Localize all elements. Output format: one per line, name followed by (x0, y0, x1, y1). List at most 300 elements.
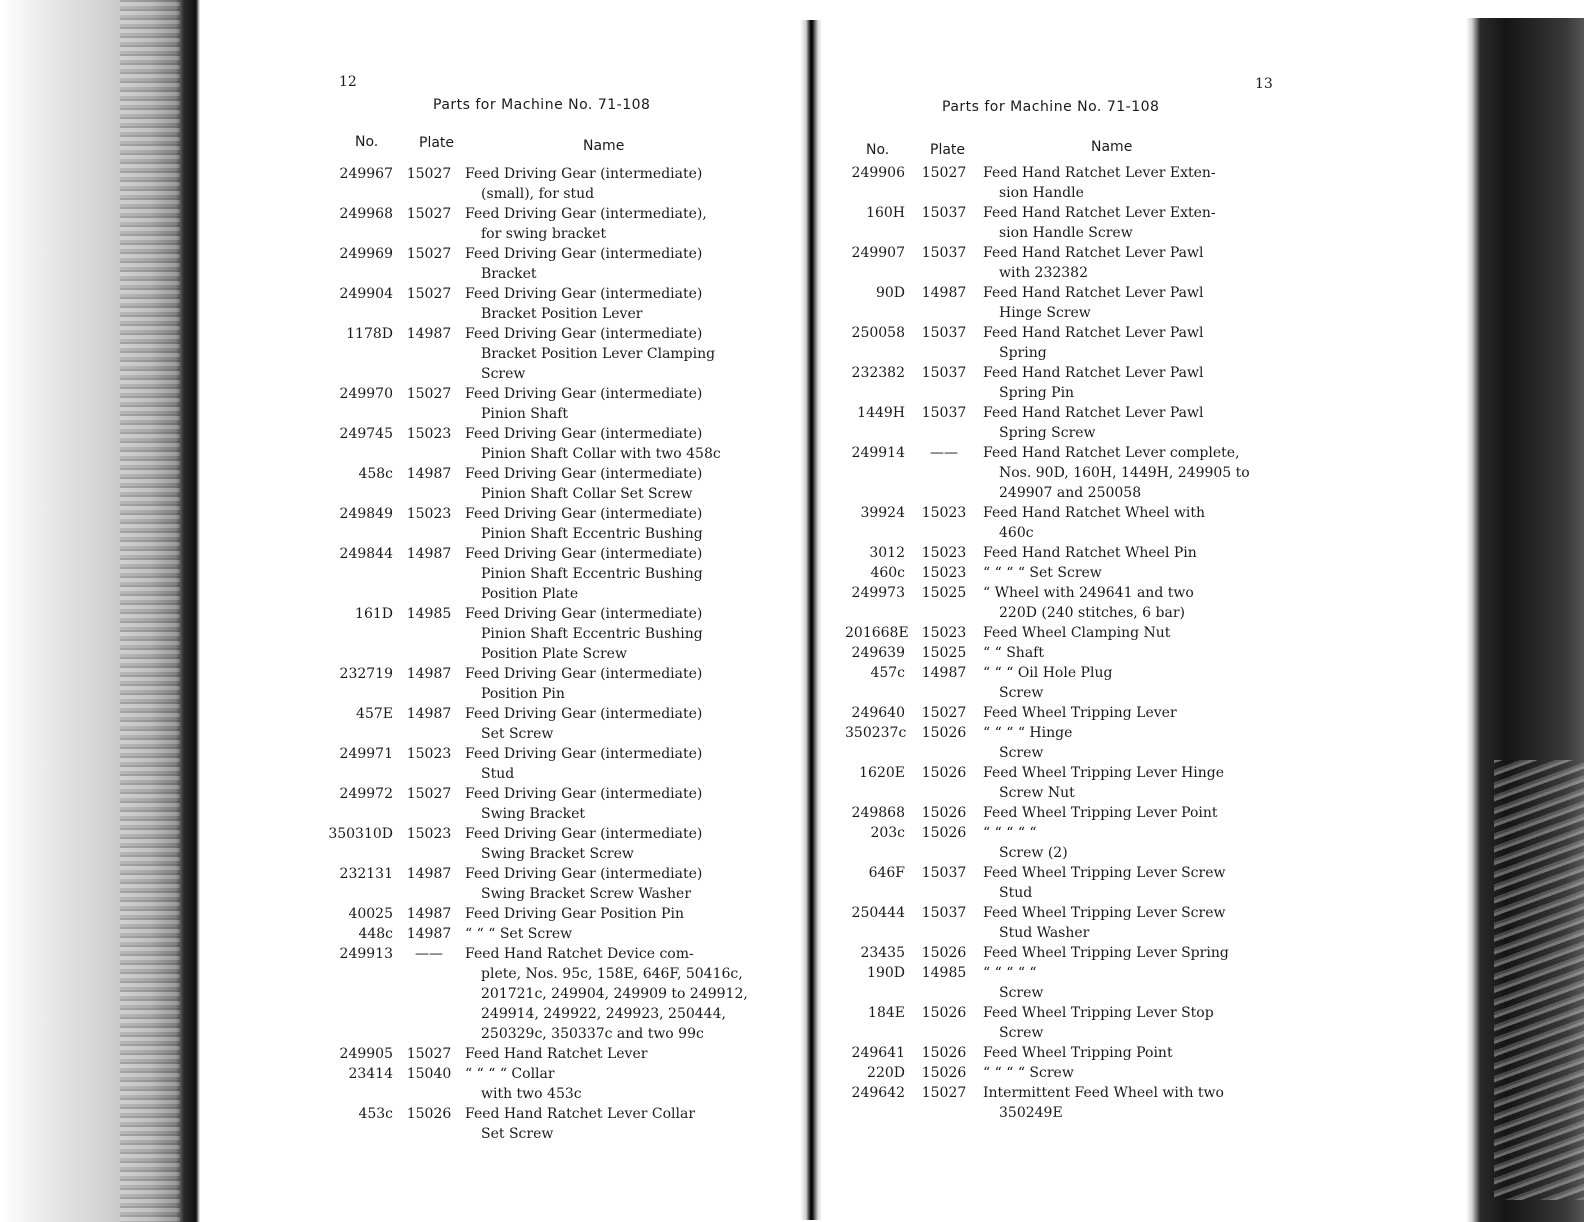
part-name (983, 543, 1285, 563)
table-row (845, 1083, 1285, 1123)
part-name-line: “ Wheel with 249641 and two (983, 585, 1194, 601)
table-row (845, 903, 1285, 943)
table-row (845, 823, 1285, 863)
plate-number: 14987 (921, 665, 967, 681)
part-number: 460c (870, 565, 905, 581)
page-number: 13 (1255, 76, 1273, 92)
part-name (465, 924, 765, 944)
table-row (845, 1063, 1285, 1083)
table-row (845, 583, 1285, 623)
right-page (845, 0, 1285, 1222)
part-name (465, 824, 765, 864)
part-name (465, 784, 765, 824)
part-name (465, 504, 765, 544)
plate-number: 15026 (921, 725, 967, 741)
table-row (325, 864, 765, 904)
part-number: 249973 (851, 585, 905, 601)
plate-number: 14985 (406, 606, 452, 622)
part-name-line: Stud (999, 885, 1033, 901)
part-name-line: Feed Wheel Clamping Nut (983, 625, 1171, 641)
part-name (983, 823, 1285, 863)
table-row (325, 824, 765, 864)
part-name-line: Spring (999, 345, 1047, 361)
part-name-line: Feed Driving Gear (intermediate) (465, 326, 703, 342)
part-name-line: “ “ “ “ Collar (465, 1066, 555, 1082)
part-name-line: Bracket (481, 266, 537, 282)
part-name-line: Feed Driving Gear (intermediate) (465, 506, 703, 522)
plate-number: 15027 (406, 786, 452, 802)
part-name-line: Feed Hand Ratchet Lever Pawl (983, 405, 1204, 421)
table-row (325, 924, 765, 944)
table-row (325, 164, 765, 204)
table-row (845, 863, 1285, 903)
part-name-line: 249914, 249922, 249923, 250444, (481, 1006, 726, 1022)
part-name (983, 703, 1285, 723)
part-name-line: Feed Hand Ratchet Lever Exten- (983, 165, 1216, 181)
page-title: Parts for Machine No. 71-108 (433, 97, 651, 113)
part-name-line: “ “ Shaft (983, 645, 1044, 661)
page-title: Parts for Machine No. 71-108 (942, 99, 1160, 115)
part-name (983, 943, 1285, 963)
plate-number: —— (415, 946, 443, 962)
part-name (983, 563, 1285, 583)
table-row (845, 443, 1285, 503)
part-name-line: Screw (2) (999, 845, 1068, 861)
part-name (983, 363, 1285, 403)
plate-number: 15037 (921, 205, 967, 221)
table-row (325, 664, 765, 704)
part-name (983, 723, 1285, 763)
part-name-line: Pinion Shaft Collar Set Screw (481, 486, 693, 502)
plate-number: 15027 (406, 206, 452, 222)
part-name (465, 384, 765, 424)
part-name-line: Feed Driving Gear (intermediate) (465, 466, 703, 482)
part-number: 457E (356, 706, 393, 722)
table-row (845, 1043, 1285, 1063)
part-name (465, 704, 765, 744)
part-name-line: Feed Hand Ratchet Lever Pawl (983, 245, 1204, 261)
part-name-line: 250329c, 350337c and two 99c (481, 1026, 704, 1042)
part-name-line: Screw (481, 366, 526, 382)
plate-number: —— (930, 445, 958, 461)
table-row (325, 384, 765, 424)
part-name (465, 1104, 765, 1144)
part-name-line: Position Plate Screw (481, 646, 627, 662)
part-name-line: Screw (999, 685, 1044, 701)
part-name-line: Screw (999, 745, 1044, 761)
part-number: 40025 (348, 906, 393, 922)
part-name-line: Hinge Screw (999, 305, 1091, 321)
part-name-line: Feed Driving Gear (intermediate) (465, 166, 703, 182)
part-name-line: sion Handle Screw (999, 225, 1133, 241)
plate-number: 15027 (406, 386, 452, 402)
part-name-line: Feed Driving Gear (intermediate), (465, 206, 707, 222)
part-name-line: Feed Driving Gear (intermediate) (465, 746, 703, 762)
plate-number: 15025 (921, 645, 967, 661)
part-name (983, 1063, 1285, 1083)
right-edge-speckle (1494, 760, 1584, 1200)
part-number: 249844 (339, 546, 393, 562)
table-row (845, 763, 1285, 803)
page-number: 12 (339, 74, 357, 90)
part-name-line: Feed Wheel Tripping Point (983, 1045, 1173, 1061)
table-row (325, 324, 765, 384)
part-name-line: Feed Wheel Tripping Lever Hinge (983, 765, 1225, 781)
part-name-line: Swing Bracket (481, 806, 586, 822)
column-header-plate: Plate (930, 142, 966, 158)
part-number: 249642 (851, 1085, 905, 1101)
part-number: 1178D (346, 326, 393, 342)
part-name-line: Pinion Shaft Eccentric Bushing (481, 526, 703, 542)
table-row (845, 363, 1285, 403)
book-spine (800, 20, 822, 1220)
part-number: 249968 (339, 206, 393, 222)
column-header-no: No. (355, 134, 379, 150)
part-name-line: Feed Wheel Tripping Lever Screw (983, 865, 1226, 881)
part-number: 232382 (851, 365, 905, 381)
left-edge-speckle (120, 0, 180, 1222)
part-name-line: Bracket Position Lever (481, 306, 643, 322)
part-name-line: Feed Wheel Tripping Lever Screw (983, 905, 1226, 921)
part-name (983, 1003, 1285, 1043)
plate-number: 14987 (406, 666, 452, 682)
table-row (325, 1064, 765, 1104)
part-name-line: Pinion Shaft Eccentric Bushing (481, 626, 703, 642)
part-name (465, 1064, 765, 1104)
part-name-line: (small), for stud (481, 186, 595, 202)
plate-number: 15026 (921, 945, 967, 961)
part-name-line: Spring Screw (999, 425, 1096, 441)
table-row (325, 284, 765, 324)
part-number: 249967 (339, 166, 393, 182)
plate-number: 15023 (921, 545, 967, 561)
part-name (983, 243, 1285, 283)
column-header-plate: Plate (419, 135, 455, 151)
part-name-line: “ “ “ “ Screw (983, 1065, 1074, 1081)
plate-number: 15023 (406, 826, 452, 842)
part-number: 203c (870, 825, 905, 841)
table-row (845, 563, 1285, 583)
part-name-line: “ “ “ “ Hinge (983, 725, 1073, 741)
plate-number: 14987 (406, 706, 452, 722)
part-name (465, 284, 765, 324)
part-name (465, 544, 765, 604)
part-name-line: Stud Washer (999, 925, 1090, 941)
plate-number: 14987 (406, 906, 452, 922)
part-name (983, 663, 1285, 703)
part-name-line: “ “ “ “ “ (983, 825, 1037, 841)
table-row (845, 963, 1285, 1003)
part-number: 160H (866, 205, 905, 221)
part-name-line: Position Plate (481, 586, 579, 602)
part-name-line: Feed Driving Gear (intermediate) (465, 706, 703, 722)
table-row (845, 543, 1285, 563)
plate-number: 15027 (921, 1085, 967, 1101)
part-name-line: 201721c, 249904, 249909 to 249912, (481, 986, 748, 1002)
part-name-line: Feed Wheel Tripping Lever (983, 705, 1177, 721)
part-number: 1620E (859, 765, 905, 781)
table-row (845, 283, 1285, 323)
part-name-line: Screw (999, 1025, 1044, 1041)
table-row (325, 544, 765, 604)
part-number: 250444 (851, 905, 905, 921)
part-name (983, 763, 1285, 803)
part-name-line: with two 453c (481, 1086, 582, 1102)
plate-number: 15027 (406, 286, 452, 302)
part-name (983, 443, 1285, 503)
part-name-line: Stud (481, 766, 515, 782)
part-name (465, 164, 765, 204)
part-number: 249972 (339, 786, 393, 802)
part-name (983, 803, 1285, 823)
part-name-line: Pinion Shaft Collar with two 458c (481, 446, 721, 462)
part-number: 457c (870, 665, 905, 681)
part-name-line: Screw (999, 985, 1044, 1001)
table-row (325, 944, 765, 1044)
table-row (325, 784, 765, 824)
plate-number: 15037 (921, 365, 967, 381)
table-row (325, 1104, 765, 1144)
column-header-no: No. (866, 142, 890, 158)
part-number: 161D (355, 606, 393, 622)
part-name-line: sion Handle (999, 185, 1084, 201)
part-name (465, 744, 765, 784)
part-number: 249969 (339, 246, 393, 262)
part-number: 90D (875, 285, 905, 301)
table-row (845, 943, 1285, 963)
part-name (465, 464, 765, 504)
part-name-line: Set Screw (481, 1126, 554, 1142)
plate-number: 15027 (406, 1046, 452, 1062)
part-name-line: for swing bracket (481, 226, 607, 242)
plate-number: 14987 (406, 466, 452, 482)
part-name-line: Feed Driving Gear (intermediate) (465, 666, 703, 682)
part-name-line: Feed Hand Ratchet Wheel Pin (983, 545, 1197, 561)
table-row (845, 803, 1285, 823)
part-name (983, 163, 1285, 203)
plate-number: 14987 (921, 285, 967, 301)
part-name-line: Bracket Position Lever Clamping (481, 346, 716, 362)
part-number: 249913 (339, 946, 393, 962)
part-name (983, 503, 1285, 543)
table-row (845, 163, 1285, 203)
part-name-line: Feed Hand Ratchet Wheel with (983, 505, 1205, 521)
part-name (465, 864, 765, 904)
part-number: 448c (358, 926, 393, 942)
part-name-line: Feed Driving Gear (intermediate) (465, 386, 703, 402)
table-row (325, 504, 765, 544)
part-number: 250058 (851, 325, 905, 341)
plate-number: 15040 (406, 1066, 452, 1082)
part-name-line: Intermittent Feed Wheel with two (983, 1085, 1224, 1101)
part-number: 249904 (339, 286, 393, 302)
left-page (325, 0, 765, 1222)
part-number: 1449H (857, 405, 905, 421)
plate-number: 15023 (921, 505, 967, 521)
part-name-line: Pinion Shaft (481, 406, 569, 422)
part-name-line: Feed Driving Gear (intermediate) (465, 426, 703, 442)
table-row (845, 503, 1285, 543)
part-name-line: Feed Hand Ratchet Lever Exten- (983, 205, 1216, 221)
plate-number: 15037 (921, 905, 967, 921)
part-name (465, 944, 765, 1044)
plate-number: 15023 (921, 565, 967, 581)
part-name (983, 1043, 1285, 1063)
table-row (325, 704, 765, 744)
part-name-line: 249907 and 250058 (999, 485, 1142, 501)
part-name (465, 664, 765, 704)
plate-number: 15026 (921, 765, 967, 781)
part-name-line: plete, Nos. 95c, 158E, 646F, 50416c, (481, 966, 743, 982)
table-row (325, 204, 765, 244)
plate-number: 14987 (406, 926, 452, 942)
part-name-line: Feed Driving Gear (intermediate) (465, 866, 703, 882)
part-name (465, 204, 765, 244)
table-row (325, 604, 765, 664)
part-name-line: “ “ “ “ Set Screw (983, 565, 1102, 581)
part-name (983, 623, 1285, 643)
parts-list (325, 164, 765, 1144)
plate-number: 15023 (921, 625, 967, 641)
part-name-line: Feed Driving Gear (intermediate) (465, 546, 703, 562)
plate-number: 15025 (921, 585, 967, 601)
part-number: 23435 (860, 945, 905, 961)
table-row (325, 244, 765, 284)
part-number: 458c (358, 466, 393, 482)
part-name (983, 203, 1285, 243)
table-row (845, 403, 1285, 443)
table-row (845, 1003, 1285, 1043)
table-row (325, 424, 765, 464)
part-number: 249906 (851, 165, 905, 181)
part-number: 201668E (845, 625, 909, 641)
part-name (983, 863, 1285, 903)
part-name-line: Swing Bracket Screw Washer (481, 886, 692, 902)
plate-number: 15037 (921, 245, 967, 261)
part-number: 350237c (845, 725, 907, 741)
table-row (845, 703, 1285, 723)
table-row (845, 643, 1285, 663)
plate-number: 14987 (406, 866, 452, 882)
plate-number: 15027 (406, 166, 452, 182)
table-row (325, 904, 765, 924)
part-name (465, 324, 765, 384)
table-row (845, 203, 1285, 243)
part-name-line: Feed Wheel Tripping Lever Stop (983, 1005, 1214, 1021)
plate-number: 15037 (921, 865, 967, 881)
part-name (983, 583, 1285, 623)
part-name-line: Position Pin (481, 686, 565, 702)
part-name (465, 424, 765, 464)
part-name-line: Feed Driving Gear (intermediate) (465, 286, 703, 302)
part-name-line: Screw Nut (999, 785, 1075, 801)
part-number: 190D (867, 965, 905, 981)
part-name (983, 963, 1285, 1003)
table-row (845, 323, 1285, 363)
part-number: 646F (868, 865, 905, 881)
plate-number: 15027 (406, 246, 452, 262)
part-name (983, 323, 1285, 363)
part-name-line: Feed Hand Ratchet Lever Pawl (983, 325, 1204, 341)
part-name (983, 1083, 1285, 1123)
part-name-line: 350249E (999, 1105, 1063, 1121)
part-number: 232719 (339, 666, 393, 682)
part-number: 23414 (348, 1066, 393, 1082)
plate-number: 15026 (406, 1106, 452, 1122)
part-name (465, 904, 765, 924)
part-number: 3012 (869, 545, 905, 561)
table-row (845, 243, 1285, 283)
part-name-line: Nos. 90D, 160H, 1449H, 249905 to (999, 465, 1250, 481)
part-name-line: Feed Wheel Tripping Lever Point (983, 805, 1218, 821)
part-name (983, 903, 1285, 943)
part-name-line: Spring Pin (999, 385, 1075, 401)
part-name-line: “ “ “ Oil Hole Plug (983, 665, 1113, 681)
part-number: 184E (868, 1005, 905, 1021)
plate-number: 15023 (406, 746, 452, 762)
part-name-line: Feed Wheel Tripping Lever Spring (983, 945, 1229, 961)
table-row (325, 464, 765, 504)
column-header-name: Name (583, 138, 625, 154)
table-row (325, 1044, 765, 1064)
plate-number: 14987 (406, 326, 452, 342)
part-number: 232131 (339, 866, 393, 882)
table-row (845, 623, 1285, 643)
part-number: 249849 (339, 506, 393, 522)
plate-number: 15026 (921, 1005, 967, 1021)
plate-number: 15037 (921, 405, 967, 421)
part-name (465, 244, 765, 284)
plate-number: 15037 (921, 325, 967, 341)
part-name-line: Pinion Shaft Eccentric Bushing (481, 566, 703, 582)
part-number: 249970 (339, 386, 393, 402)
plate-number: 15023 (406, 426, 452, 442)
part-number: 249905 (339, 1046, 393, 1062)
part-number: 249641 (851, 1045, 905, 1061)
plate-number: 14987 (406, 546, 452, 562)
table-row (845, 663, 1285, 703)
part-name-line: Feed Hand Ratchet Lever Pawl (983, 285, 1204, 301)
part-name-line: Feed Hand Ratchet Lever complete, (983, 445, 1240, 461)
part-name (465, 604, 765, 664)
part-name-line: Swing Bracket Screw (481, 846, 634, 862)
plate-number: 15026 (921, 825, 967, 841)
part-name-line: Feed Hand Ratchet Lever Pawl (983, 365, 1204, 381)
column-header-name: Name (1091, 139, 1133, 155)
part-name (983, 403, 1285, 443)
table-row (845, 723, 1285, 763)
part-number: 220D (867, 1065, 905, 1081)
plate-number: 14985 (921, 965, 967, 981)
part-name-line: 220D (240 stitches, 6 bar) (999, 605, 1185, 621)
part-number: 249640 (851, 705, 905, 721)
part-name-line: Feed Driving Gear Position Pin (465, 906, 684, 922)
part-number: 249971 (339, 746, 393, 762)
part-name (983, 283, 1285, 323)
part-name-line: “ “ “ Set Screw (465, 926, 573, 942)
plate-number: 15026 (921, 805, 967, 821)
part-name (465, 1044, 765, 1064)
part-name-line: Set Screw (481, 726, 554, 742)
plate-number: 15027 (921, 705, 967, 721)
part-number: 249914 (851, 445, 905, 461)
part-name-line: with 232382 (999, 265, 1088, 281)
plate-number: 15026 (921, 1045, 967, 1061)
part-name-line: Feed Driving Gear (intermediate) (465, 786, 703, 802)
plate-number: 15026 (921, 1065, 967, 1081)
part-number: 249639 (851, 645, 905, 661)
plate-number: 15027 (921, 165, 967, 181)
